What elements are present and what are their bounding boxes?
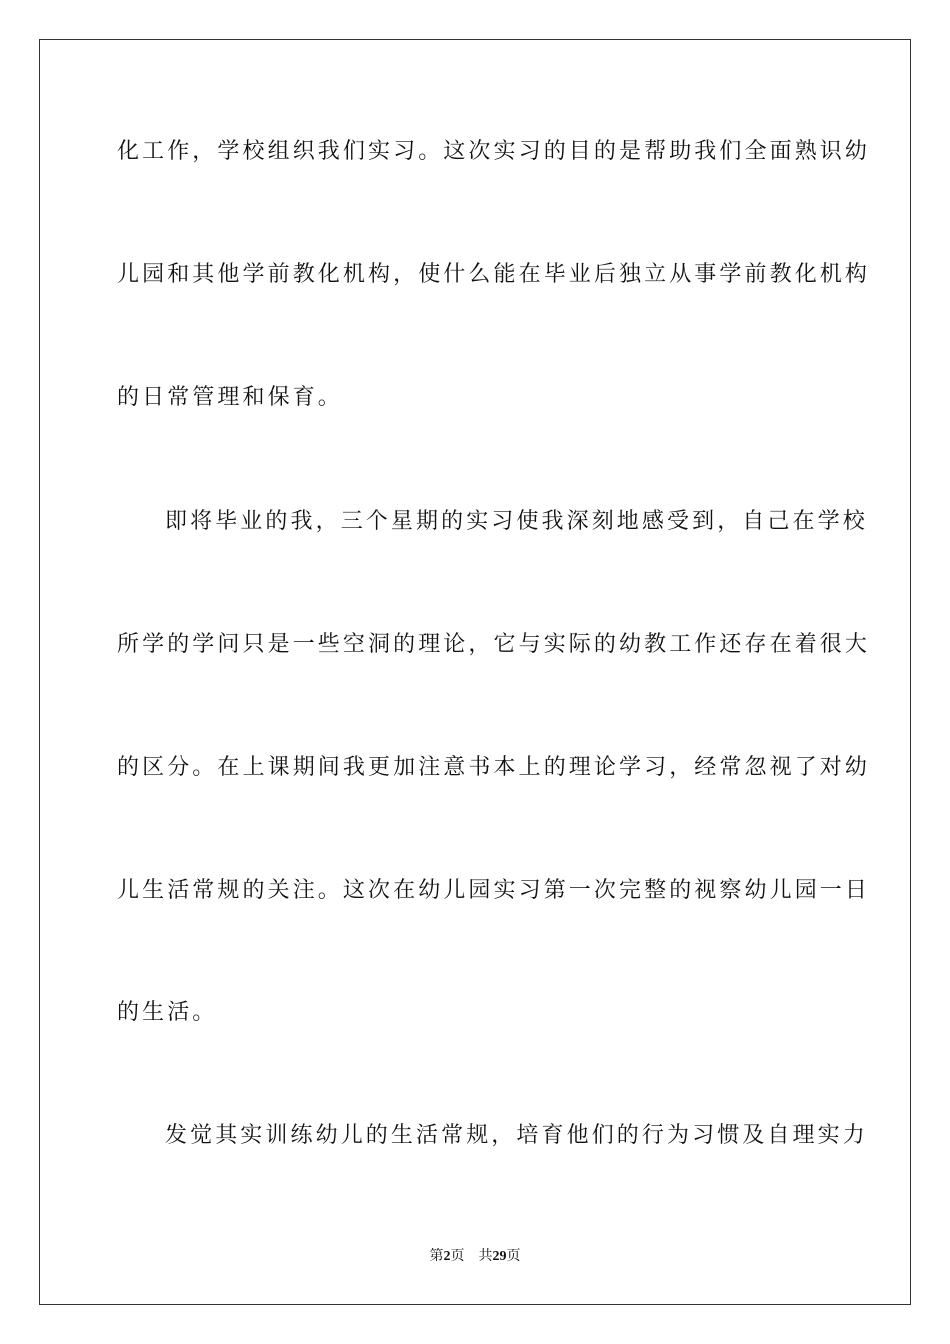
page-border [39,39,911,1305]
text-line: 的生活。 [117,1000,218,1025]
text-line: 的日常管理和保育。 [117,385,343,410]
text-line: 化工作，学校组织我们实习。这次实习的目的是帮助我们全面熟识幼 [117,139,871,164]
text-line: 儿生活常规的关注。这次在幼儿园实习第一次完整的视察幼儿园一日 [117,878,871,903]
total-pages: 29 [492,1249,507,1264]
page-number: 2 [443,1249,451,1264]
paragraph-start-line: 即将毕业的我，三个星期的实习使我深刻地感受到，自己在学校 [165,509,868,534]
page-footer [0,1248,950,1266]
text-line: 儿园和其他学前教化机构，使什么能在毕业后独立从事学前教化机构 [117,262,871,287]
page-prefix: 第 [429,1249,444,1264]
total-suffix: 页 [506,1249,521,1264]
text-line: 所学的学问只是一些空洞的理论，它与实际的幼教工作还存在着很大 [117,632,871,657]
paragraph-start-line: 发觉其实训练幼儿的生活常规，培育他们的行为习惯及自理实力 [165,1123,868,1148]
total-prefix: 共 [478,1249,493,1264]
page-suffix: 页 [450,1249,465,1264]
text-line: 的区分。在上课期间我更加注意书本上的理论学习，经常忽视了对幼 [117,755,871,780]
